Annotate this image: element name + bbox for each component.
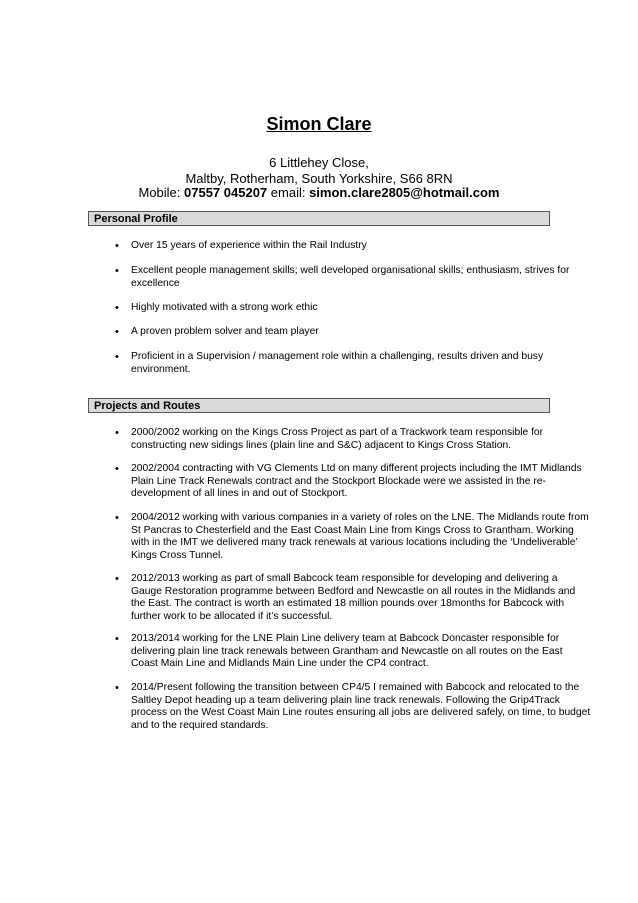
mobile-label: Mobile: — [138, 185, 185, 200]
list-item: • 2000/2002 working on the Kings Cross Project as part of a Trackwork team responsible for constructing new sidings lines (plain line and S&C) adjacent to Kings Cross Station. — [88, 427, 591, 452]
contact-line — [0, 185, 638, 201]
personal-profile-heading: Personal Profile — [88, 211, 550, 226]
list-item: • 2004/2012 working with various companies in a variety of roles on the LNE. The Midlands route from St Pancras to Chesterfield and the East Coast Main Line from Kings Cross to Grantham. Working with in the IMT we delivered many track renewals at various locations including the ‘Undeliverable’ Kings Cross Tunnel. — [88, 512, 591, 562]
list-item: • Over 15 years of experience within the Rail Industry — [88, 240, 591, 253]
list-item: • 2014/Present following the transition between CP4/5 I remained with Babcock and relocated to the Saltley Depot heading up a team delivering plain line track renewals. Following the Grip4Track process on the West Coast Main Line routes ensuring all jobs are delivered safely, on time, to budget and to the required standards. — [88, 682, 591, 732]
list-item: • 2013/2014 working for the LNE Plain Line delivery team at Babcock Doncaster responsible for delivering plain line track renewals between Grantham and Newcastle on all routes on the East Coast Main Line and Midlands Main Line under the CP4 contract. — [88, 633, 591, 671]
mobile-number: 07557 045207 — [184, 185, 268, 200]
list-item: • Excellent people management skills; well developed organisational skills; enthusiasm, strives for excellence — [88, 265, 591, 290]
projects-heading: Projects and Routes — [88, 398, 550, 413]
candidate-name: Simon Clare — [266, 114, 372, 134]
email-label: email: — [267, 185, 310, 200]
list-item: • Highly motivated with a strong work ethic — [88, 302, 591, 315]
list-item: • 2012/2013 working as part of small Babcock team responsible for developing and delivering a Gauge Restoration programme between Bedford and Newcastle on all routes in the Midlands and the East. The contract is worth an estimated 18 million pounds over 18months for Babcock with further work to be allocated if it’s successful. — [88, 573, 591, 623]
list-item: • A proven problem solver and team player — [88, 326, 591, 339]
address-line-2: Maltby, Rotherham, South Yorkshire, S66 8RN — [185, 171, 453, 186]
email-address[interactable]: simon.clare2805@hotmail.com — [309, 185, 500, 200]
list-item: • 2002/2004 contracting with VG Clements Ltd on many different projects including the IMT Midlands Plain Line Track Renewals contract and the Stockport Blockade were we assisted in the re-development of all lines in and out of Stockport. — [88, 463, 591, 501]
address-line-1: 6 Littlehey Close, — [269, 155, 369, 170]
list-item: • Proficient in a Supervision / management role within a challenging, results driven and busy environment. — [88, 351, 591, 376]
